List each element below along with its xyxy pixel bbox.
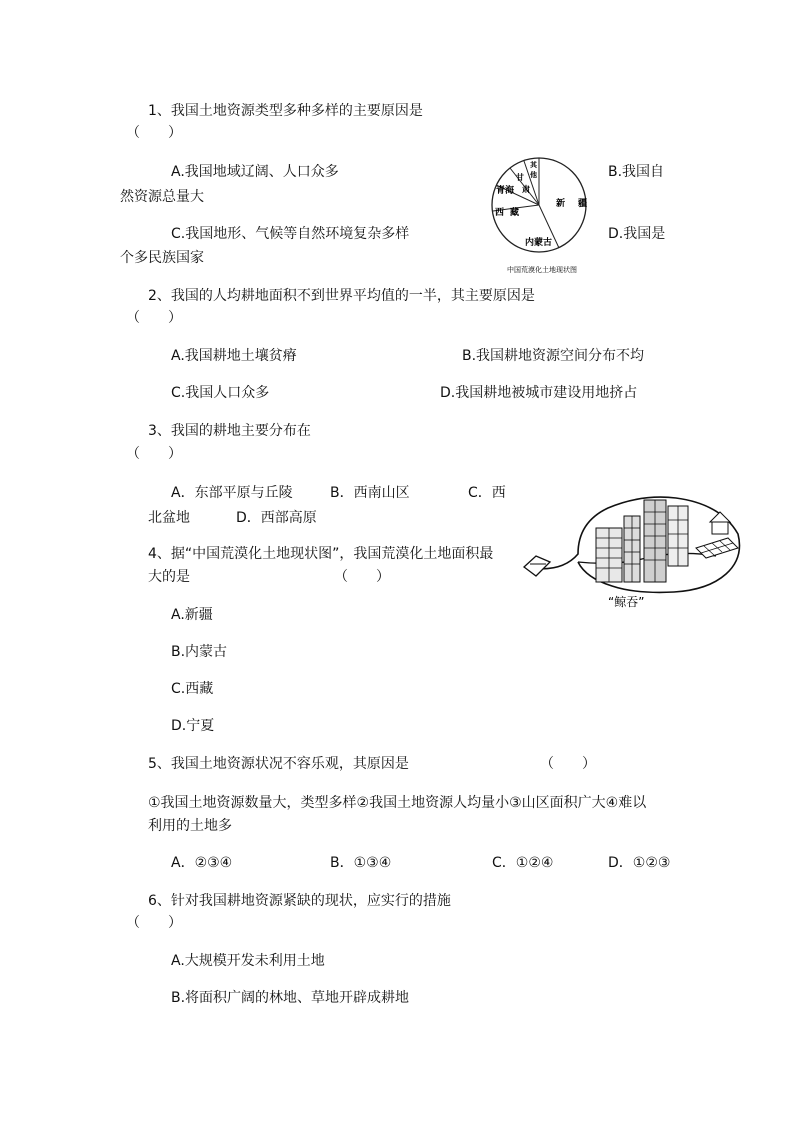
q1-option-d-part1: D.我国是 — [608, 226, 666, 242]
q1-option-b-part1: B.我国自 — [608, 164, 665, 180]
whale-swallow-cartoon — [516, 492, 748, 612]
q5-statements-line2: 利用的土地多 — [148, 818, 232, 834]
q4-option-d: D.宁夏 — [171, 718, 215, 734]
q4-option-a: A.新疆 — [171, 607, 213, 623]
cartoon-caption: “鲸吞” — [608, 595, 645, 609]
q3-option-d: D．西部高原 — [236, 510, 317, 526]
pie-label-gansu-2: 肃 — [522, 185, 530, 194]
q3-option-c-part1: C．西 — [468, 485, 506, 501]
q6-stem: 6、针对我国耕地资源紧缺的现状，应实行的措施 — [148, 893, 451, 909]
q2-option-b: B.我国耕地资源空间分布不均 — [462, 348, 645, 364]
q3-option-a: A．东部平原与丘陵 — [171, 485, 293, 501]
q4-stem-line1: 4、据“中国荒漠化土地现状图”，我国荒漠化土地面积最 — [148, 546, 494, 562]
q2-stem: 2、我国的人均耕地面积不到世界平均值的一半，其主要原因是 — [148, 288, 535, 304]
q5-statements-line1: ①我国土地资源数量大，类型多样②我国土地资源人均量小③山区面积广大④难以 — [148, 795, 647, 811]
pie-label-qita-1: 其 — [530, 161, 537, 169]
q5-option-a: A．②③④ — [171, 855, 233, 871]
q2-answer-paren: （ ） — [126, 310, 182, 326]
pie-caption: 中国荒漠化土地现状图 — [507, 266, 577, 274]
pie-label-xinjiang-2: 疆 — [578, 199, 588, 209]
q1-answer-paren: （ ） — [126, 125, 182, 141]
q5-answer-paren: （ ） — [540, 756, 596, 772]
q5-stem: 5、我国土地资源状况不容乐观，其原因是 — [148, 756, 409, 772]
q5-option-c: C．①②④ — [492, 855, 554, 871]
q6-answer-paren: （ ） — [126, 915, 182, 931]
q3-option-c-part2: 北盆地 — [148, 510, 190, 526]
pie-label-xizang-1: 西 — [495, 208, 505, 218]
q3-stem: 3、我国的耕地主要分布在 — [148, 423, 311, 439]
q4-option-b: B.内蒙古 — [171, 644, 228, 660]
q5-option-d: D．①②③ — [608, 855, 671, 871]
pie-label-xizang-2: 藏 — [510, 208, 520, 218]
q5-option-b: B．①③④ — [330, 855, 392, 871]
q1-option-c: C.我国地形、气候等自然环境复杂多样 — [171, 226, 410, 242]
q1-option-d-part2: 个多民族国家 — [120, 250, 204, 266]
pie-label-xinjiang-1: 新 — [556, 199, 566, 209]
pie-label-qita-2: 他 — [530, 171, 537, 179]
q4-stem-line2: 大的是 — [148, 569, 190, 585]
q1-option-b-part2: 然资源总量大 — [120, 189, 204, 205]
q3-option-b: B．西南山区 — [330, 485, 410, 501]
q2-option-a: A.我国耕地土壤贫瘠 — [171, 348, 297, 364]
q1-option-a: A.我国地域辽阔、人口众多 — [171, 164, 339, 180]
q2-option-d: D.我国耕地被城市建设用地挤占 — [440, 385, 638, 401]
q1-stem: 1、我国土地资源类型多种多样的主要原因是 — [148, 103, 423, 119]
desertification-pie-chart — [480, 148, 600, 280]
q4-answer-paren: （ ） — [334, 569, 390, 585]
q4-option-c: C.西藏 — [171, 681, 214, 697]
whale-tail — [524, 556, 550, 576]
pie-label-gansu-1: 甘 — [516, 173, 524, 182]
house-body — [712, 522, 728, 534]
q6-option-a: A.大规模开发未利用土地 — [171, 953, 325, 969]
pie-label-neimenggu: 内蒙古 — [525, 238, 553, 248]
q3-answer-paren: （ ） — [126, 446, 182, 462]
pie-label-qinghai: 青海 — [496, 186, 515, 196]
q2-option-c: C.我国人口众多 — [171, 385, 270, 401]
q6-option-b: B.将面积广阔的林地、草地开辟成耕地 — [171, 990, 410, 1006]
